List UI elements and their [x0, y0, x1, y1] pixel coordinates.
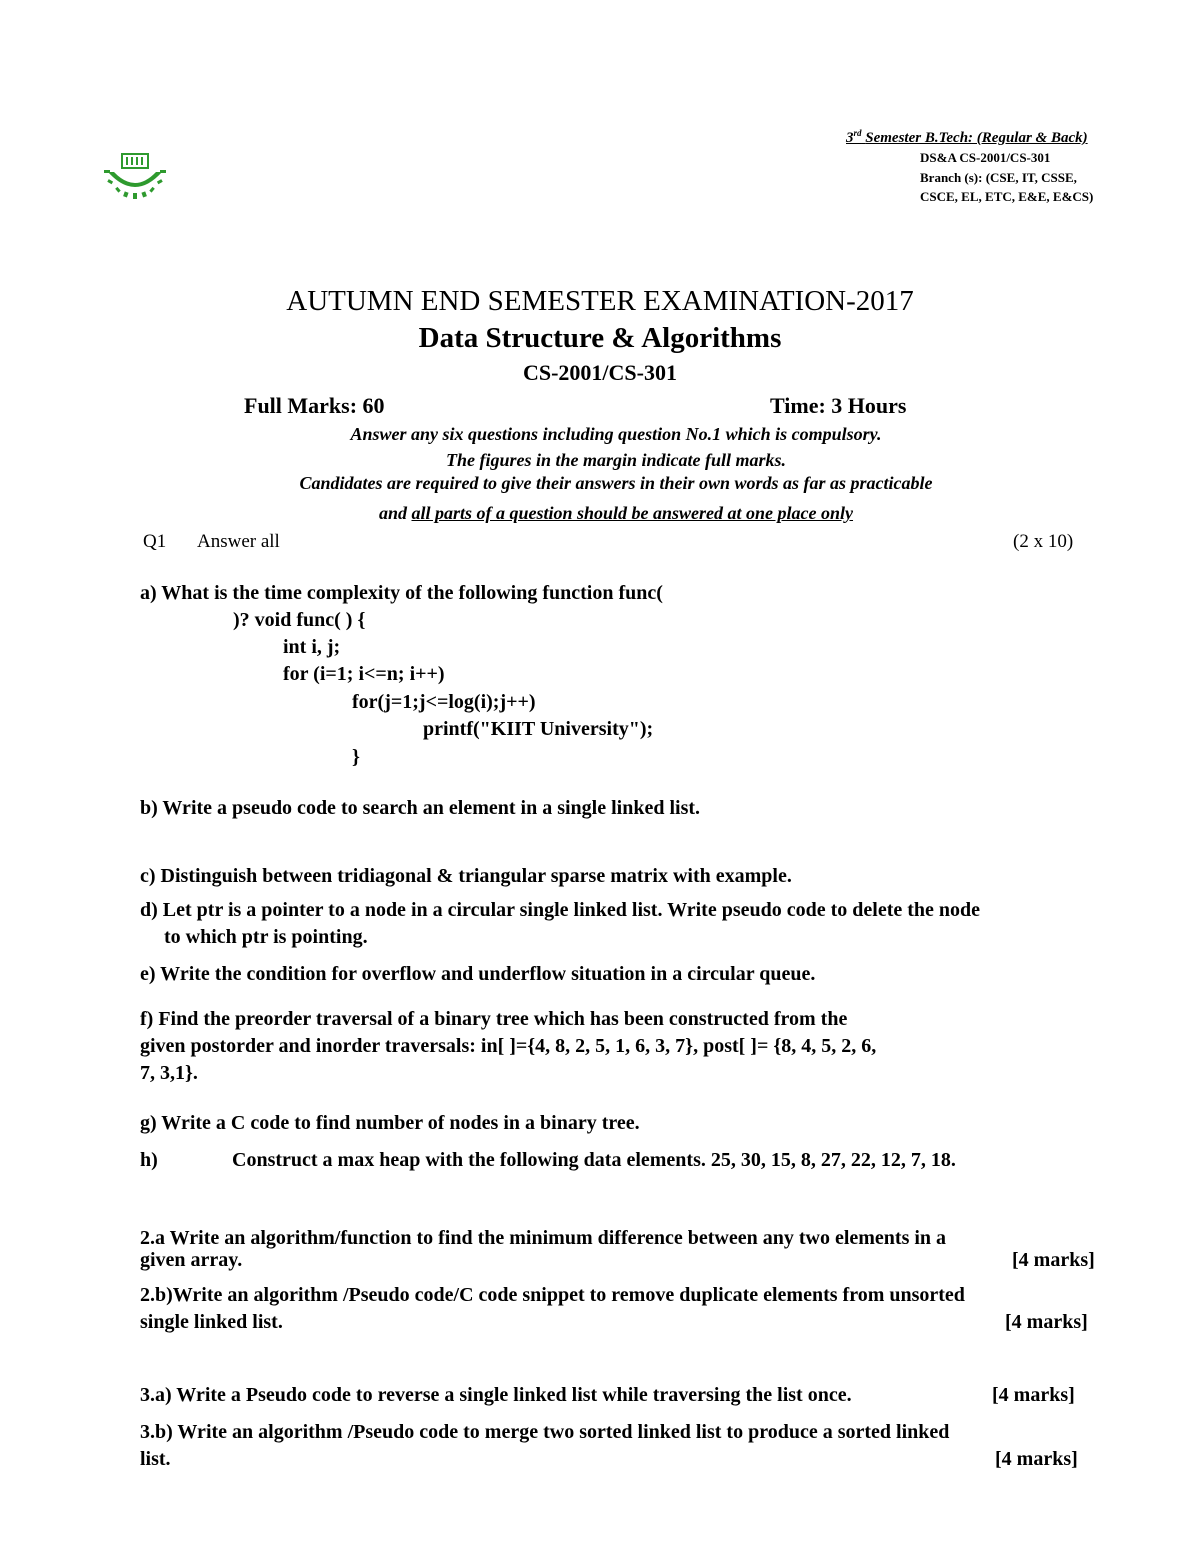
branch-line-2: CSCE, EL, ETC, E&E, E&CS)	[920, 189, 1094, 204]
q1a-line1: a) What is the time complexity of the following function func(	[140, 582, 663, 604]
instruction-3: Candidates are required to give their answers in their own words as far as practicable	[299, 473, 933, 493]
q2a-line2: given array.	[140, 1249, 243, 1271]
q3b-line1: 3.b) Write an algorithm /Pseudo code to merge two sorted linked list to produce a sorted linked	[140, 1421, 950, 1443]
q3b-line2: list.	[140, 1448, 171, 1470]
q2b-line1: 2.b)Write an algorithm /Pseudo code/C code snippet to remove duplicate elements from unsorted	[140, 1284, 965, 1306]
q1h-label: h)	[140, 1149, 158, 1171]
q3a-marks: [4 marks]	[992, 1384, 1075, 1406]
q3b-marks: [4 marks]	[995, 1448, 1078, 1470]
exam-subject: Data Structure & Algorithms	[418, 322, 782, 354]
full-marks: Full Marks: 60	[244, 393, 385, 418]
code-line: )? void func( ) {	[233, 609, 366, 631]
q1h-text: Construct a max heap with the following data elements. 25, 30, 15, 8, 27, 22, 12, 7, 18.	[232, 1149, 956, 1171]
q1g-text: g) Write a C code to find number of nodes in a binary tree.	[140, 1112, 640, 1134]
subject-code-header: DS&A CS-2001/CS-301	[920, 150, 1051, 165]
q2b-marks: [4 marks]	[1005, 1311, 1088, 1333]
q1d-line1: d) Let ptr is a pointer to a node in a circular single linked list. Write pseudo code to delete the node	[140, 899, 981, 921]
q1f-line1: f) Find the preorder traversal of a binary tree which has been constructed from the	[140, 1008, 848, 1030]
instruction-2: The figures in the margin indicate full marks.	[445, 450, 787, 470]
q2a-line1: 2.a Write an algorithm/function to find the minimum difference between any two elements in a	[140, 1227, 947, 1249]
code-line: int i, j;	[283, 636, 341, 658]
instruction-1: Answer any six questions including question No.1 which is compulsory.	[350, 424, 882, 444]
instruction-4-prefix: and	[378, 503, 412, 523]
q3a-text: 3.a) Write a Pseudo code to reverse a single linked list while traversing the list once.	[140, 1384, 852, 1406]
semester-number: 3	[846, 130, 854, 146]
branch-line-1: Branch (s): (CSE, IT, CSSE,	[920, 170, 1077, 185]
instruction-4-underlined: all parts of a question should be answered at one place only	[411, 503, 854, 523]
q1f-line2: given postorder and inorder traversals: in[ ]={4, 8, 2, 5, 1, 6, 3, 7}, post[ ]= {8, 4, 5, 2, 6,	[140, 1035, 877, 1057]
semester-header	[846, 128, 1088, 147]
q1f-line3: 7, 3,1}.	[140, 1062, 198, 1084]
q1e-text: e) Write the condition for overflow and underflow situation in a circular queue.	[140, 963, 816, 985]
instruction-4	[0, 503, 1200, 524]
semester-text: Semester B.Tech: (Regular & Back)	[865, 130, 1088, 146]
exam-code: CS-2001/CS-301	[522, 360, 677, 385]
q1d-line2: to which ptr is pointing.	[164, 926, 368, 948]
q2b-line2: single linked list.	[140, 1311, 283, 1333]
exam-time: Time: 3 Hours	[770, 393, 907, 418]
exam-title: AUTUMN END SEMESTER EXAMINATION-2017	[286, 285, 914, 317]
code-line: printf("KIIT University");	[423, 718, 654, 740]
code-line: for(j=1;j<=log(i);j++)	[352, 691, 536, 713]
q1-marks: (2 x 10)	[1013, 531, 1074, 552]
q1-text: Answer all	[197, 531, 280, 552]
q2a-marks: [4 marks]	[1012, 1249, 1095, 1271]
kiit-logo	[100, 150, 170, 200]
q1-label: Q1	[143, 531, 167, 552]
q1b-text: b) Write a pseudo code to search an element in a single linked list.	[140, 797, 701, 819]
semester-sup: rd	[853, 128, 862, 138]
code-line: for (i=1; i<=n; i++)	[283, 663, 445, 685]
q1c-text: c) Distinguish between tridiagonal & triangular sparse matrix with example.	[140, 865, 792, 887]
code-line: }	[352, 746, 360, 768]
